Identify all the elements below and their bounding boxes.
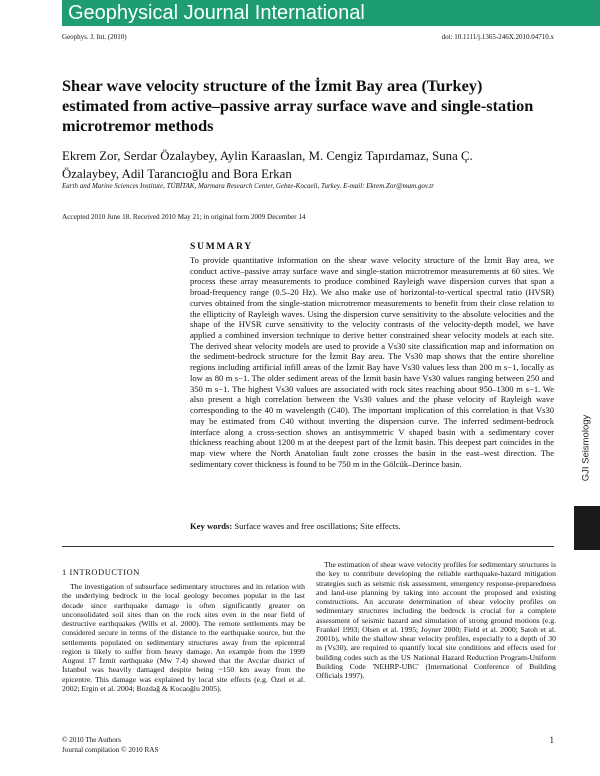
keywords [190, 521, 554, 531]
copyright-line: © 2010 The Authors [62, 736, 122, 744]
journal-header-bar [62, 0, 600, 26]
journal-title: Geophysical Journal International [68, 2, 365, 24]
section-side-label [572, 414, 600, 482]
side-label-text: GJI Seismology [580, 414, 592, 482]
copyright-block [62, 735, 159, 755]
affiliation: Earth and Marine Sciences Institute, TÜBİTAK, Marmara Research Center, Gebze-Kocaeli, Turkey. E-mail: Ekrem.Zor@mam.gov.tr [62, 182, 434, 190]
introduction-heading: 1 INTRODUCTION [62, 568, 140, 577]
paper-title: Shear wave velocity structure of the İzmit Bay area (Turkey) estimated from active–passive array surface wave and single-station microtremor methods [62, 76, 534, 135]
thumb-index-tab [574, 506, 600, 550]
author-list: Ekrem Zor, Serdar Özalaybey, Aylin Karaaslan, M. Cengiz Tapırdamaz, Suna Ç. Özalaybey, Adil Tarancıoğlu and Bora Erkan [62, 149, 473, 181]
submission-dates: Accepted 2010 June 18. Received 2010 May 21; in original form 2009 December 14 [62, 213, 306, 221]
summary-heading: SUMMARY [190, 242, 253, 252]
doi[interactable]: doi: 10.1111/j.1365-246X.2010.04710.x [441, 33, 554, 41]
intro-left-column: The investigation of subsurface sedimentary structures and its relation with the underlying bedrock in the local geology becomes popular in the last decade since earthquake damage is often significantly greater on unconsolidated soil sites than on the rock sites even in the near field of destructive earthquakes (Wills et al. 2000). The remote settlements may be considered secure in terms of the distance to the earthquake source, but the settlements populated on sedimentary structures away from the epicentral region is likely to suffer from heavy damage. An example from the 1999 August 17 İzmit earthquake (Mw 7.4) showed that the Avcılar district of İstanbul was heavily damaged despite being ~150 km away from the epicentre. This damage was explained by local site effects (e.g. Özel et al. 2002; Ergin et al. 2004; Bozdağ & Kocaoğlu 2005). [62, 582, 305, 693]
journal-citation: Geophys. J. Int. (2010) [62, 33, 127, 41]
page-number: 1 [549, 735, 554, 745]
keywords-label: Key words: [190, 521, 233, 531]
compilation-line: Journal compilation © 2010 RAS [62, 746, 159, 754]
intro-right-column: The estimation of shear wave velocity profiles for sedimentary structures is the key to contribute developing the reliable earthquake-hazard mitigation strategies such as seismic risk assessment, emergency response-preparedness and land-use planning by taking into account the proposed and existing constructions. An accurate determination of shear velocity profiles on sedimentary structures including the bedrock is crucial for a complete assessment of seismic hazard and simulation of strong ground motions (e.g. Frankel 1993; Olsen et al. 1995; Joyner 2000; Field et al. 2000; Satoh et al. 2001b), while the shallow shear velocity profiles, especially to a depth of 30 m (Vs30), are required to quantify local site conditions and effects used for building codes such as the US National Hazard Reduction Program-Uniform Building Code 'NEHRP-UBC' (International Conference of Building Officials 1997). [316, 560, 556, 680]
keywords-text: Surface waves and free oscillations; Site effects. [234, 521, 401, 531]
section-divider [62, 546, 554, 547]
summary-text: To provide quantitative information on the shear wave velocity structure of the İzmit Bay area, we conduct active–passive array surface wave and single-station microtremor measurements at 60 sites. We process these array measurements to produce combined Rayleigh wave dispersion curves that span a broad-frequency range (0.5–20 Hz). We also make use of horizontal-to-vertical spectral ratio (HVSR) curves obtained from the single-station microtremor measurements to benefit from their close relation to the ellipticity of Rayleigh waves. Using the dispersion curve sensitivity to the absolute velocities and the shape of the HVSR curve sensitivity to the velocity contrasts of the velocity-depth model, we have applied a combined inversion technique to derive better constrained shear velocity models at each site. The derived shear velocity models are used to provide a Vs30 site classification map and information on the sediment-bedrock structure for the İzmit Bay area. The Vs30 map shows that the entire shoreline regions including artificial infill areas of the İzmit Bay have Vs30 values less than 200 m s−1, locally as low as 80 m s−1. The older sediment areas of the İzmit basin have Vs30 values ranging between 250 and 350 m s−1. The highest Vs30 values are associated with rock sites reaching about 950–1300 m s−1. We also present a high correlation between the Vs30 values and the phase velocity of Rayleigh wave corresponding to the 40 m wavelength (C40). The important implication of this correlation is that Vs30 may be estimated from C40 without inverting the dispersion curve. The inferred sediment-bedrock interface along a cross-section shows an antisymmetric V shaped basin with a sedimentary cover thickness reaching about 1200 m at the deepest part of the İzmit basin. This deepest part coincides in the map view where the North Anatolian fault zone crosses the basin in the east–west direction. The sedimentary cover thickness is found to be 750 m in the Gölcük–Derince basin. [190, 255, 554, 469]
